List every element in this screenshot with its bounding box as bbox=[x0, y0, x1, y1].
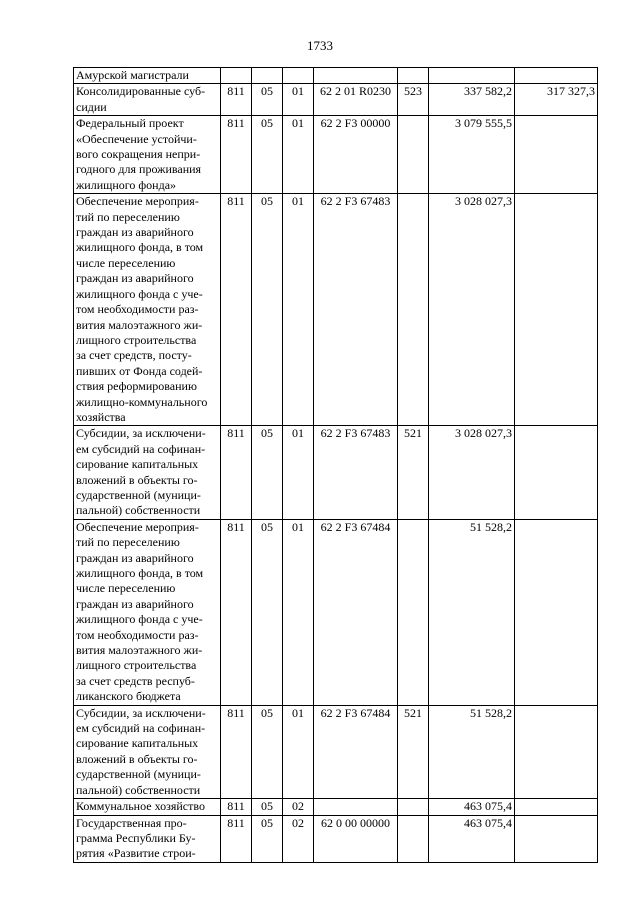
amount-cell bbox=[429, 68, 515, 84]
amount-cell: 3 028 027,3 bbox=[429, 426, 515, 519]
item-name-line: ем субсидий на софинан- bbox=[76, 721, 206, 736]
target-code-cell: 62 2 F3 67484 bbox=[314, 705, 398, 798]
table-row bbox=[74, 84, 598, 116]
target-code-cell: 62 2 F3 67483 bbox=[314, 194, 398, 426]
item-name-line: вития малоэтажного жи- bbox=[76, 317, 203, 332]
item-name-cell bbox=[74, 116, 221, 194]
item-name-line: Коммунальное хозяйство bbox=[76, 799, 205, 814]
item-name-line: граждан из аварийного bbox=[76, 271, 194, 286]
item-name-line: Субсидии, за исключени- bbox=[76, 705, 206, 720]
amount-cell: 51 528,2 bbox=[429, 705, 515, 798]
item-name-line: числе переселению bbox=[76, 581, 176, 596]
item-name-line: тий по переселению bbox=[76, 209, 180, 224]
table-row bbox=[74, 815, 598, 862]
section-code-cell: 05 bbox=[252, 426, 283, 519]
amount-cell: 463 075,4 bbox=[429, 799, 515, 815]
item-name-line: жилищного фонда с уче- bbox=[76, 612, 203, 627]
item-name-line: жилищного фонда» bbox=[76, 177, 177, 192]
item-name-line: граждан из аварийного bbox=[76, 596, 194, 611]
amount-next-year-cell bbox=[515, 519, 598, 705]
amount-cell: 3 079 555,5 bbox=[429, 116, 515, 194]
section-code-cell: 05 bbox=[252, 116, 283, 194]
item-name-line: ствия реформированию bbox=[76, 379, 197, 394]
item-name-line: граждан из аварийного bbox=[76, 225, 194, 240]
section-code-cell: 05 bbox=[252, 84, 283, 116]
section-code-cell: 05 bbox=[252, 194, 283, 426]
item-name-line: рятия «Развитие строи- bbox=[76, 846, 196, 861]
item-name-cell bbox=[74, 194, 221, 426]
item-name-line: числе переселению bbox=[76, 255, 176, 270]
amount-cell: 51 528,2 bbox=[429, 519, 515, 705]
item-name-line: граждан из аварийного bbox=[76, 550, 194, 565]
section-code-cell: 05 bbox=[252, 799, 283, 815]
amount-cell: 463 075,4 bbox=[429, 815, 515, 862]
item-name-line: Государственная про- bbox=[76, 815, 187, 830]
table-row bbox=[74, 194, 598, 426]
expense-type-cell: 521 bbox=[398, 426, 429, 519]
table-row bbox=[74, 116, 598, 194]
ministry-code-cell: 811 bbox=[221, 815, 252, 862]
item-name-line: вложений в объекты го- bbox=[76, 472, 198, 487]
item-name-line: Субсидии, за исключени- bbox=[76, 426, 206, 441]
expense-type-cell bbox=[398, 799, 429, 815]
item-name-cell bbox=[74, 68, 221, 84]
item-name-line: жилищного фонда с уче- bbox=[76, 286, 203, 301]
item-name-line: Амурской магистрали bbox=[76, 68, 189, 82]
expense-type-cell: 523 bbox=[398, 84, 429, 116]
item-name-line: сирование капитальных bbox=[76, 736, 199, 751]
subsection-code-cell: 01 bbox=[283, 519, 314, 705]
table-row bbox=[74, 799, 598, 815]
section-code-cell: 05 bbox=[252, 519, 283, 705]
item-name-cell bbox=[74, 426, 221, 519]
item-name-line: вого сокращения непри- bbox=[76, 147, 201, 162]
subsection-code-cell: 01 bbox=[283, 194, 314, 426]
table-row bbox=[74, 426, 598, 519]
amount-cell: 337 582,2 bbox=[429, 84, 515, 116]
expense-type-cell bbox=[398, 68, 429, 84]
item-name-line: том необходимости раз- bbox=[76, 627, 199, 642]
subsection-code-cell: 01 bbox=[283, 84, 314, 116]
item-name-line: годного для проживания bbox=[76, 162, 202, 177]
subsection-code-cell bbox=[283, 68, 314, 84]
item-name-line: тий по переселению bbox=[76, 535, 180, 550]
item-name-line: Федеральный проект bbox=[76, 116, 184, 131]
ministry-code-cell: 811 bbox=[221, 799, 252, 815]
target-code-cell: 62 2 F3 67484 bbox=[314, 519, 398, 705]
ministry-code-cell bbox=[221, 68, 252, 84]
item-name-cell bbox=[74, 799, 221, 815]
item-name-line: сирование капитальных bbox=[76, 457, 199, 472]
expense-type-cell: 521 bbox=[398, 705, 429, 798]
target-code-cell: 62 2 F3 00000 bbox=[314, 116, 398, 194]
amount-next-year-cell bbox=[515, 68, 598, 84]
budget-table bbox=[73, 67, 598, 863]
target-code-cell: 62 2 01 R0230 bbox=[314, 84, 398, 116]
subsection-code-cell: 02 bbox=[283, 799, 314, 815]
amount-cell: 3 028 027,3 bbox=[429, 194, 515, 426]
item-name-line: сидии bbox=[76, 99, 107, 114]
item-name-line: лищного строительства bbox=[76, 658, 197, 673]
subsection-code-cell: 02 bbox=[283, 815, 314, 862]
item-name-line: хозяйства bbox=[76, 409, 126, 424]
amount-next-year-cell bbox=[515, 705, 598, 798]
item-name-line: за счет средств респуб- bbox=[76, 673, 195, 688]
ministry-code-cell: 811 bbox=[221, 194, 252, 426]
section-code-cell: 05 bbox=[252, 815, 283, 862]
item-name-line: жилищного фонда, в том bbox=[76, 566, 204, 580]
ministry-code-cell: 811 bbox=[221, 519, 252, 705]
subsection-code-cell: 01 bbox=[283, 426, 314, 519]
section-code-cell: 05 bbox=[252, 705, 283, 798]
item-name-line: Обеспечение мероприя- bbox=[76, 194, 199, 209]
item-name-line: «Обеспечение устойчи- bbox=[76, 131, 197, 146]
item-name-cell bbox=[74, 84, 221, 116]
amount-next-year-cell bbox=[515, 194, 598, 426]
expense-type-cell bbox=[398, 815, 429, 862]
amount-next-year-cell bbox=[515, 815, 598, 862]
item-name-line: пальной) собственности bbox=[76, 503, 201, 518]
item-name-cell bbox=[74, 519, 221, 705]
ministry-code-cell: 811 bbox=[221, 84, 252, 116]
target-code-cell: 62 2 F3 67483 bbox=[314, 426, 398, 519]
ministry-code-cell: 811 bbox=[221, 426, 252, 519]
amount-next-year-cell: 317 327,3 bbox=[515, 84, 598, 116]
item-name-line: пальной) собственности bbox=[76, 782, 201, 797]
item-name-line: лищного строительства bbox=[76, 332, 197, 347]
subsection-code-cell: 01 bbox=[283, 705, 314, 798]
amount-next-year-cell bbox=[515, 116, 598, 194]
expense-type-cell bbox=[398, 194, 429, 426]
item-name-line: жилищного фонда, в том bbox=[76, 240, 204, 255]
section-code-cell bbox=[252, 68, 283, 84]
amount-next-year-cell bbox=[515, 799, 598, 815]
amount-next-year-cell bbox=[515, 426, 598, 519]
table-row bbox=[74, 705, 598, 798]
target-code-cell bbox=[314, 68, 398, 84]
item-name-cell bbox=[74, 705, 221, 798]
item-name-line: жилищно-коммунального bbox=[76, 394, 208, 409]
table-row bbox=[74, 68, 598, 84]
item-name-line: том необходимости раз- bbox=[76, 302, 199, 317]
item-name-line: сударственной (муници- bbox=[76, 767, 201, 782]
item-name-line: Консолидированные суб- bbox=[76, 84, 206, 99]
item-name-line: сударственной (муници- bbox=[76, 487, 201, 502]
subsection-code-cell: 01 bbox=[283, 116, 314, 194]
item-name-line: пивших от Фонда содей- bbox=[76, 363, 203, 378]
page-number: 1733 bbox=[307, 38, 333, 53]
table-row bbox=[74, 519, 598, 705]
item-name-line: вития малоэтажного жи- bbox=[76, 643, 203, 658]
item-name-line: вложений в объекты го- bbox=[76, 751, 198, 766]
item-name-line: грамма Республики Бу- bbox=[76, 830, 196, 845]
target-code-cell bbox=[314, 799, 398, 815]
ministry-code-cell: 811 bbox=[221, 116, 252, 194]
expense-type-cell bbox=[398, 519, 429, 705]
expense-type-cell bbox=[398, 116, 429, 194]
item-name-cell bbox=[74, 815, 221, 862]
ministry-code-cell: 811 bbox=[221, 705, 252, 798]
item-name-line: ликанского бюджета bbox=[76, 689, 181, 704]
item-name-line: ем субсидий на софинан- bbox=[76, 441, 206, 456]
item-name-line: за счет средств, посту- bbox=[76, 348, 192, 363]
item-name-line: Обеспечение мероприя- bbox=[76, 519, 199, 534]
table-body bbox=[74, 68, 598, 863]
target-code-cell: 62 0 00 00000 bbox=[314, 815, 398, 862]
